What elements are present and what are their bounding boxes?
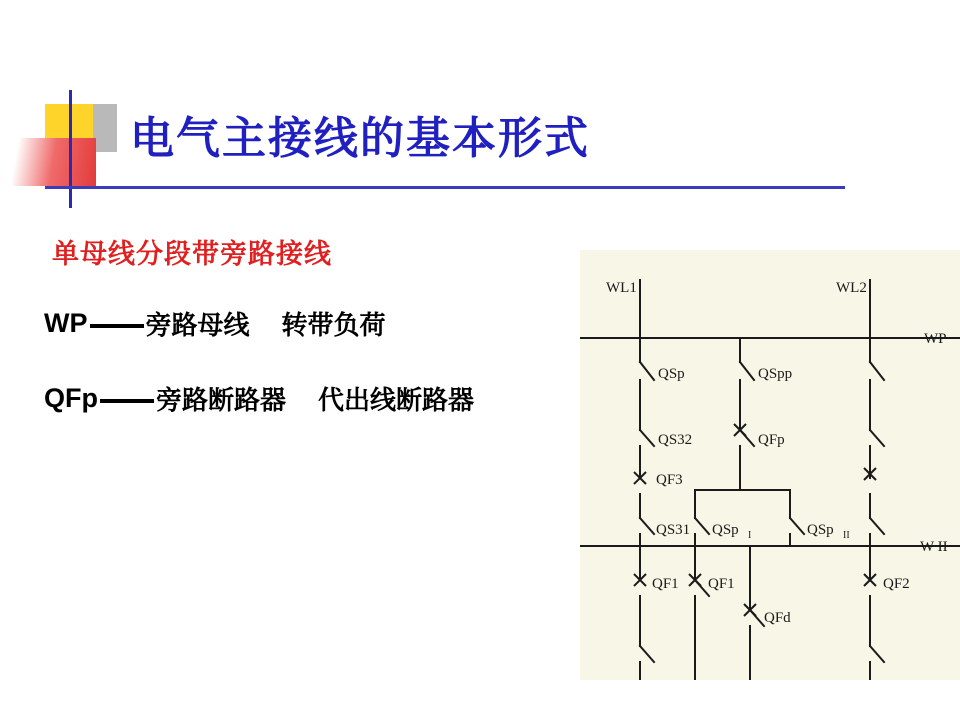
- label-qs32: QS32: [658, 432, 693, 448]
- disconnector-wl2-lower: [870, 518, 884, 534]
- legend-row: [44, 380, 564, 417]
- label-w2: W II: [920, 539, 948, 555]
- circuit-diagram-panel: [580, 250, 960, 680]
- label-qfd: QFd: [764, 610, 791, 626]
- legend-row: [44, 305, 564, 342]
- label-qf3: QF3: [656, 472, 683, 488]
- section-subtitle: 单母线分段带旁路接线: [52, 239, 332, 269]
- label-qsp1: QSp: [712, 522, 739, 538]
- legend-key-qfp: QFp: [44, 383, 98, 413]
- legend-desc-qfp: 旁路断路器: [156, 385, 287, 415]
- label-wp: WP: [924, 331, 947, 347]
- red-gradient-decoration: [0, 138, 96, 186]
- label-qf1-left: QF1: [652, 576, 679, 592]
- label-qfp: QFp: [758, 432, 785, 448]
- disconnector-wl2-bottom: [870, 646, 884, 662]
- disconnector-wl2-upper: [870, 430, 884, 446]
- label-qsp: QSp: [658, 366, 685, 382]
- circuit-diagram-svg: [580, 250, 960, 680]
- legend-dash-icon: [100, 399, 154, 403]
- disconnector-qspp: [740, 362, 754, 380]
- label-wl1: WL1: [606, 280, 637, 296]
- legend-desc-wp: 旁路母线: [145, 310, 250, 340]
- label-qsp2: QSp: [807, 522, 834, 538]
- disconnector-qsp2: [790, 518, 804, 534]
- disconnector-qsp-wl2: [870, 362, 884, 380]
- label-wl2: WL2: [836, 280, 867, 296]
- disconnector-qs31: [640, 518, 654, 534]
- disconnector-qsp: [640, 362, 654, 380]
- horizontal-rule-decoration: [45, 186, 845, 189]
- label-qf2: QF2: [883, 576, 910, 592]
- disconnector-qs32: [640, 430, 654, 446]
- page-title: 电气主接线的基本形式: [130, 114, 590, 163]
- gray-square-decoration: [93, 104, 117, 152]
- legend-key-wp: WP: [44, 308, 88, 338]
- legend-dash-icon: [90, 324, 144, 328]
- label-qspp: QSpp: [758, 366, 793, 382]
- label-qf1: QF1: [708, 576, 735, 592]
- disconnector-qsp1: [695, 518, 709, 534]
- legend-extra-wp: 转带负荷: [281, 310, 386, 340]
- label-qsp1-subscript: I: [748, 530, 752, 541]
- label-qs31: QS31: [656, 522, 691, 538]
- vertical-rule-decoration: [69, 90, 72, 208]
- legend-block: [44, 305, 564, 455]
- legend-extra-qfp: 代出线断路器: [318, 385, 475, 415]
- label-qsp2-subscript: II: [843, 530, 850, 541]
- disconnector-wl1-bottom: [640, 646, 654, 662]
